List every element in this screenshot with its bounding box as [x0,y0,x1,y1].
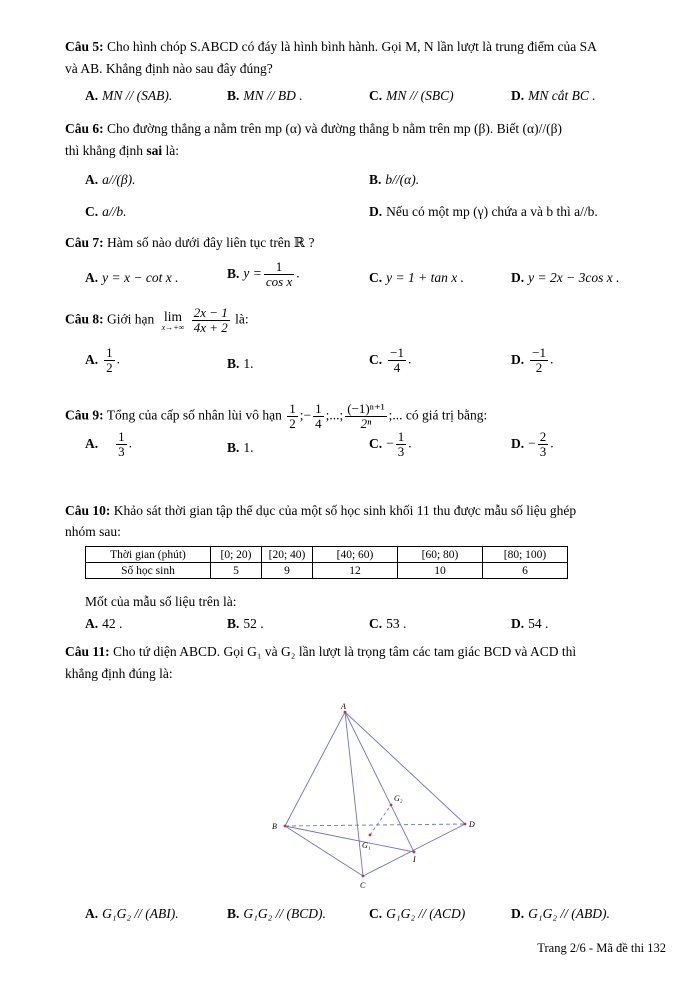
label-a: A [341,702,346,711]
q7-option-c[interactable] [369,268,464,288]
question-10-label: Câu 10: [65,503,111,518]
option-text: MN // (SAB). [102,88,173,103]
option-label: C. [369,616,383,631]
limit-operator [162,310,185,332]
fraction [538,430,549,459]
q6-option-b[interactable] [369,170,419,190]
fraction-denominator: cos x [265,274,293,289]
label-b: B [272,822,277,831]
option-text: a//(β). [102,172,136,187]
label-c: C [360,881,366,890]
question-5-text-line2 [65,58,669,79]
question-6-text2b: là: [162,143,180,158]
q9-option-a[interactable] [85,430,132,459]
fraction-numerator: −1 [532,345,546,360]
option-text-post: . [128,435,132,451]
fraction [264,260,294,289]
table-cell: [60; 80) [398,547,483,563]
point-g2 [390,804,393,807]
option-label: C. [369,351,383,367]
option-label: B. [369,172,382,187]
table-cell: [20; 40) [262,547,313,563]
edge-ac [345,712,363,876]
point-b [284,825,287,828]
q5-option-a[interactable] [85,86,172,106]
q5-option-d[interactable] [511,86,596,106]
option-text-pre: y = [243,265,262,281]
series-separator: ;...; [325,407,344,423]
limit-symbol: lim [163,308,182,324]
q8-option-a[interactable] [85,346,120,375]
fraction-denominator: 3 [118,444,125,459]
tetrahedron-figure [200,700,500,895]
option-label: B. [227,265,240,281]
question-8-text-pre: Giới hạn [107,311,155,327]
edge-cd [363,824,465,876]
option-label: B. [227,906,240,921]
option-label: A. [85,616,99,631]
option-text: 1. [243,440,254,455]
question-10-text-line2 [65,521,669,542]
option-label: A. [85,435,99,451]
option-text: Nếu có một mp (γ) chứa a và b thì a//b. [386,204,598,219]
question-6 [65,118,669,139]
option-label: D. [511,270,525,285]
question-8 [65,306,669,335]
question-10 [65,500,669,521]
option-label: A. [85,351,99,367]
q10-option-a[interactable] [85,614,122,634]
option-text: 1. [243,356,254,371]
fraction-numerator: 1 [118,429,125,444]
q5-option-b[interactable] [227,86,303,106]
table-cell: [80; 100) [483,547,568,563]
question-7-label: Câu 7: [65,235,104,250]
fraction-numerator: 2 [539,429,547,444]
option-label: D. [511,351,525,367]
option-label: D. [511,88,525,103]
option-label: D. [369,204,383,219]
option-label: B. [227,356,240,371]
table-cell: 12 [313,563,398,579]
fraction-numerator: 2x − 1 [193,305,228,320]
q7-option-a[interactable] [85,268,178,288]
table-header-cell: Số học sinh [86,563,211,579]
q10-option-c[interactable] [369,614,406,634]
label-i: I [413,855,416,864]
label-g1: G₁ [362,841,371,850]
figure-labels [272,702,475,890]
median-ai [345,712,414,852]
question-6-text2a: thì khẳng định [65,143,147,158]
question-11-label: Câu 11: [65,644,110,659]
option-sign: − [386,435,394,451]
q11-option-b[interactable] [227,904,326,924]
q7-option-b[interactable] [227,260,300,289]
question-11-text-line2 [65,663,669,684]
q9-option-c[interactable] [369,430,412,459]
question-11-text2: khẳng định đúng là: [65,666,173,681]
edge-ad [345,712,465,824]
option-label: A. [85,270,99,285]
option-label: C. [369,906,383,921]
option-text: G₁G₂ // (ABD). [528,906,610,921]
limit-fraction [192,306,230,335]
table-cell: 6 [483,563,568,579]
table-cell: [40; 60) [313,547,398,563]
table-row [86,547,568,563]
option-label: C. [369,435,383,451]
q9-option-b[interactable] [227,438,254,458]
option-label: C. [369,88,383,103]
option-text: G₁G₂ // (ACD) [386,906,466,921]
series-term-n [345,402,386,431]
option-text: 42 . [102,616,123,631]
option-label: C. [369,270,383,285]
option-text: a//b. [102,204,127,219]
option-label: A. [85,172,99,187]
table-row [86,563,568,579]
point-a [344,711,347,714]
option-text-post: . [116,351,120,367]
q11-option-a[interactable] [85,904,179,924]
question-9 [65,402,669,431]
table-cell: [0; 20) [211,547,262,563]
option-text: y = 2x − 3cos x . [528,270,620,285]
fraction-denominator: 2ⁿ [360,416,372,431]
frequency-table [85,546,568,579]
fraction [116,430,127,459]
option-text: b//(α). [385,172,420,187]
option-label: A. [85,88,99,103]
q8-option-c[interactable] [369,346,411,375]
fraction-numerator: −1 [390,345,404,360]
question-7-text: Hàm số nào dưới đây liên tục trên ℝ ? [107,235,315,250]
edge-bd-hidden [285,824,465,826]
point-i [413,851,416,854]
option-text-post: . [408,435,412,451]
option-text-post: . [550,435,554,451]
question-6-text-line2 [65,140,669,161]
option-label: A. [85,906,99,921]
question-7 [65,232,669,253]
option-text: MN // BD . [243,88,303,103]
series-term-1 [287,402,298,431]
question-5-label: Câu 5: [65,39,104,54]
q10-option-b[interactable] [227,614,264,634]
point-g1 [369,834,372,837]
option-text-post: . [296,265,300,281]
q11-option-c[interactable] [369,904,465,924]
segment-g1g2 [370,805,391,835]
q5-option-c[interactable] [369,86,454,106]
series-separator: ;... [388,407,403,423]
label-d: D [469,820,475,829]
option-label: D. [511,435,525,451]
question-6-text2-bold: sai [146,143,163,158]
fraction-numerator: (−1)ⁿ⁺¹ [347,401,385,416]
fraction-denominator: 4 [393,360,401,375]
point-d [464,823,467,826]
q8-option-b[interactable] [227,354,254,374]
edge-ab [285,712,345,826]
option-label: D. [511,906,525,921]
fraction-numerator: 1 [315,401,322,416]
question-8-label: Câu 8: [65,311,104,327]
median-bi [285,826,414,852]
question-5 [65,36,669,57]
q11-option-d[interactable] [511,904,610,924]
option-text: MN // (SBC) [386,88,454,103]
fraction-denominator: 3 [397,444,405,459]
label-g2: G₂ [394,794,403,803]
question-9-label: Câu 9: [65,407,104,423]
question-6-label: Câu 6: [65,121,104,136]
q7-option-d[interactable] [511,268,619,288]
question-10-text2: nhóm sau: [65,524,121,539]
question-9-text-pre: Tổng của cấp số nhân lùi vô hạn [106,407,282,423]
figure-points [284,711,467,878]
question-9-text-post: có giá trị bằng: [405,407,488,423]
page-footer: Trang 2/6 - Mã đề thi 132 [537,941,666,955]
option-text: G₁G₂ // (ABI). [102,906,179,921]
table-header-cell: Thời gian (phút) [86,547,211,563]
option-text: G₁G₂ // (BCD). [243,906,326,921]
option-text: 53 . [386,616,407,631]
fraction-denominator: 4 [315,416,322,431]
option-text: y = 1 + tan x . [386,270,464,285]
series-term-2 [313,402,324,431]
option-label: B. [227,440,240,455]
point-c [362,875,365,878]
option-label: C. [85,204,99,219]
question-10-subquestion [85,591,689,612]
q6-option-d[interactable] [369,202,598,222]
fraction-numerator: 1 [264,260,294,275]
q6-option-c[interactable] [85,202,127,222]
fraction [396,430,407,459]
fraction-denominator: 2 [535,360,543,375]
fraction [104,346,115,375]
question-5-text: Cho hình chóp S.ABCD có đáy là hình bình hành. Gọi M, N lần lượt là trung điểm của SA [107,39,597,54]
option-text: 54 . [528,616,549,631]
fraction-numerator: 1 [397,429,405,444]
fraction-denominator: 3 [539,444,547,459]
table-cell: 5 [211,563,262,579]
limit-subscript: x→+∞ [161,322,185,332]
table-cell: 10 [398,563,483,579]
question-10-text: Khảo sát thời gian tập thể dục của một số học sinh khối 11 thu được mẫu số liệu ghép [113,503,577,518]
question-11-text: Cho tứ diện ABCD. Gọi G₁ và G₂ lần lượt là trọng tâm các tam giác BCD và ACD thì [113,644,577,659]
q10-option-d[interactable] [511,614,548,634]
q8-option-d[interactable] [511,346,553,375]
fraction [530,346,548,375]
q9-option-d[interactable] [511,430,554,459]
option-text-post: . [407,351,412,367]
option-text: MN cắt BC . [528,88,596,103]
question-8-text-post: là: [235,311,249,327]
option-text: y = x − cot x . [102,270,179,285]
table-cell: 9 [262,563,313,579]
fraction-denominator: 2 [106,360,113,375]
fraction-numerator: 1 [289,401,296,416]
question-5-text2: và AB. Khẳng định nào sau đây đúng? [65,61,273,76]
option-sign: − [528,435,536,451]
question-10-question: Mốt của mẫu số liệu trên là: [85,594,237,609]
option-label: D. [511,616,525,631]
option-text-post: . [549,351,554,367]
option-text: 52 . [243,616,264,631]
fraction-numerator: 1 [106,345,113,360]
option-label: B. [227,88,240,103]
series-separator: ;− [299,407,312,423]
q6-option-a[interactable] [85,170,135,190]
question-11 [65,641,669,662]
fraction-denominator: 4x + 2 [193,320,228,335]
question-6-text: Cho đường thẳng a nằm trên mp (α) và đường thẳng b nằm trên mp (β). Biết (α)//(β) [107,121,562,136]
figure-edges [285,712,465,876]
option-label: B. [227,616,240,631]
fraction [388,346,406,375]
fraction-denominator: 2 [289,416,296,431]
